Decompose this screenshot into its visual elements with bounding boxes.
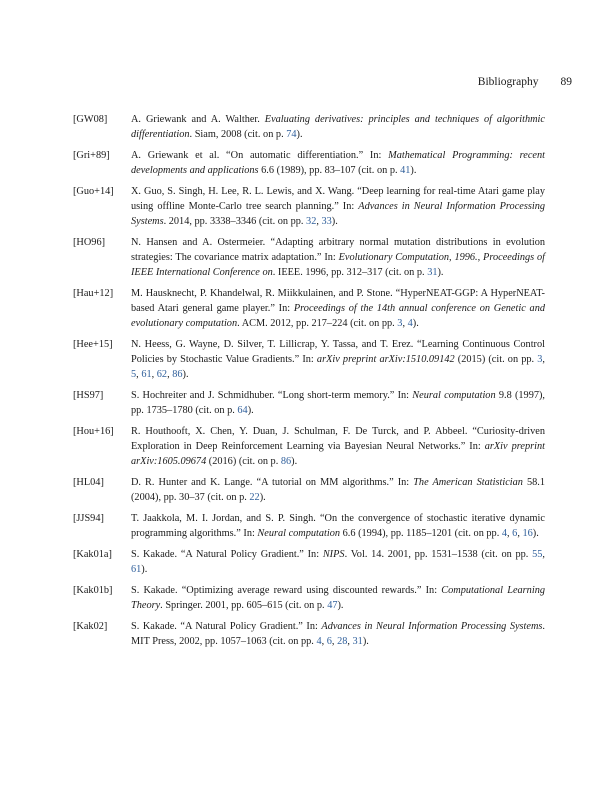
bib-text-segment: A. Griewank and A. Walther. [131, 114, 265, 125]
bib-text-segment: (2016) (cit. on p. [206, 456, 281, 467]
bib-key: [HS97] [73, 390, 104, 401]
bib-key: [Kak01b] [73, 585, 113, 596]
citation-page-link[interactable]: 33 [321, 216, 332, 227]
bib-text [131, 337, 545, 382]
bib-text-segment: N. Heess, G. Wayne, D. Silver, T. Lillicrap, Y. Tassa, and T. Erez. “Learning Continuous Control Policies by Stochastic Value Gradients.” In: [131, 339, 545, 365]
citation-page-link[interactable]: 6 [512, 528, 518, 539]
citation-page-link[interactable]: 32 [306, 216, 317, 227]
bib-text [131, 112, 545, 142]
citation-page-link[interactable]: 61 [131, 564, 142, 575]
bib-text-segment: , [517, 528, 523, 539]
citation-page-link[interactable]: 74 [286, 129, 297, 140]
bib-entry [73, 235, 545, 280]
publication-title: Proceedings of the 14th annual conference on Genetic and evolutionary computation [131, 303, 545, 329]
bib-text-segment: ). [437, 267, 444, 278]
bib-text-segment: M. Hausknecht, P. Khandelwal, R. Miikkulainen, and P. Stone. “HyperNEAT-GGP: A HyperNEAT-based Atari general game player.” In: [131, 288, 545, 314]
citation-page-link[interactable]: 5 [131, 369, 137, 380]
bib-text [131, 388, 545, 418]
bib-key: [Gri+89] [73, 150, 110, 161]
bib-text-segment: 6.6 (1989), pp. 83–107 (cit. on p. [258, 165, 401, 176]
bib-key: [Kak01a] [73, 549, 112, 560]
bib-text-segment: , [151, 369, 157, 380]
citation-page-link[interactable]: 64 [237, 405, 248, 416]
bib-text-segment: . IEEE. 1996, pp. 312–317 (cit. on p. [272, 267, 428, 278]
bib-text-segment: , [136, 369, 142, 380]
section-title: Bibliography [477, 76, 539, 88]
bib-text-segment: N. Hansen and A. Ostermeier. “Adapting arbitrary normal mutation distributions in evolution strategies: The covariance matrix adaptation.” In: [131, 237, 545, 263]
bib-text-segment: S. Hochreiter and J. Schmidhuber. “Long short-term memory.” In: [131, 390, 413, 401]
bib-text-segment: ). [410, 165, 417, 176]
bib-entry [73, 511, 545, 541]
bib-text [131, 286, 545, 331]
bib-text-segment: . ACM. 2012, pp. 217–224 (cit. on pp. [237, 318, 398, 329]
bib-text-segment: 58.1 (2004), pp. 30–37 (cit. on p. [131, 477, 546, 503]
citation-page-link[interactable]: 62 [156, 369, 168, 380]
bib-text-segment: 6.6 (1994), pp. 1185–1201 (cit. on pp. [340, 528, 502, 539]
citation-page-link[interactable]: 28 [337, 636, 348, 647]
page-number: 89 [560, 76, 572, 88]
publication-title: Evolutionary Computation, 1996., Proceedings of IEEE International Conference on [131, 252, 546, 278]
bib-text-segment: (2015) (cit. on pp. [454, 354, 538, 365]
bib-text-segment: , [321, 636, 327, 647]
bib-text-segment: D. R. Hunter and K. Lange. “A tutorial on MM algorithms.” In: [131, 477, 414, 488]
bibliography-list [73, 112, 545, 655]
bib-text-segment: S. Kakade. “A Natural Policy Gradient.” In: [131, 621, 322, 632]
bib-text [131, 511, 545, 541]
bib-text-segment: S. Kakade. “Optimizing average reward using discounted rewards.” In: [131, 585, 442, 596]
bib-text-segment: , [402, 318, 408, 329]
bib-text-segment: , [507, 528, 513, 539]
bib-key: [HL04] [73, 477, 104, 488]
bib-text [131, 235, 545, 280]
bib-text-segment: , [167, 369, 173, 380]
bib-text-segment: ). [141, 564, 148, 575]
bib-text-segment: , [347, 636, 353, 647]
bib-key: [Hee+15] [73, 339, 113, 350]
bib-text-segment: ). [259, 492, 266, 503]
publication-title: The American Statistician [413, 477, 523, 488]
bib-text [131, 424, 545, 469]
bib-text-segment: 9.8 (1997), pp. 1735–1780 (cit. on p. [131, 390, 545, 416]
citation-page-link[interactable]: 4 [407, 318, 413, 329]
bib-text-segment: ). [182, 369, 189, 380]
publication-title: Neural computation [257, 528, 341, 539]
citation-page-link[interactable]: 3 [537, 354, 543, 365]
bib-text-segment: . Springer. 2001, pp. 605–615 (cit. on p. [160, 600, 328, 611]
bib-text-segment: T. Jaakkola, M. I. Jordan, and S. P. Singh. “On the convergence of stochastic iterative dynamic programming algorithms.” In: [131, 513, 545, 539]
bib-text-segment: , [542, 549, 545, 560]
citation-page-link[interactable]: 47 [327, 600, 338, 611]
bib-text-segment: A. Griewank et al. “On automatic differentiation.” In: [131, 150, 389, 161]
bib-text [131, 619, 545, 649]
bib-text-segment: , [316, 216, 322, 227]
bib-text [131, 148, 545, 178]
bib-text-segment: ). [532, 528, 539, 539]
bib-text-segment: S. Kakade. “A Natural Policy Gradient.” In: [131, 549, 323, 560]
citation-page-link[interactable]: 22 [249, 492, 260, 503]
bib-key: [Guo+14] [73, 186, 114, 197]
citation-page-link[interactable]: 4 [501, 528, 508, 539]
bib-entry [73, 388, 545, 418]
bib-key: [Hou+16] [73, 426, 114, 437]
bib-entry [73, 286, 545, 331]
bib-text-segment: . Siam, 2008 (cit. on p. [189, 129, 287, 140]
bib-text-segment: ). [247, 405, 254, 416]
bib-entry [73, 337, 545, 382]
citation-page-link[interactable]: 31 [427, 267, 438, 278]
bib-key: [Hau+12] [73, 288, 114, 299]
citation-page-link[interactable]: 4 [316, 636, 322, 647]
bib-entry [73, 184, 545, 229]
citation-page-link[interactable]: 41 [400, 165, 411, 176]
bib-text-segment: ). [296, 129, 303, 140]
bib-entry [73, 112, 545, 142]
publication-title: NIPS [322, 549, 345, 560]
bib-text-segment: R. Houthooft, X. Chen, Y. Duan, J. Schulman, F. De Turck, and P. Abbeel. “Curiosity-driven Exploration in Deep Reinforcement Learning via Bayesian Neural Networks.” In: [131, 426, 545, 452]
bib-entry [73, 547, 545, 577]
bib-key: [JJS94] [73, 513, 104, 524]
publication-title: arXiv preprint arXiv:1605.09674 [131, 441, 545, 467]
bib-entry [73, 148, 545, 178]
bib-text [131, 184, 545, 229]
bib-text-segment: ). [362, 636, 369, 647]
publication-title: Mathematical Programming: recent developments and applications [131, 150, 545, 176]
bib-text-segment: X. Guo, S. Singh, H. Lee, R. L. Lewis, and X. Wang. “Deep learning for real-time Atari game play using offline Monte-Carlo tree search planning.” In: [131, 186, 545, 212]
citation-page-link[interactable]: 86 [172, 369, 183, 380]
citation-page-link[interactable]: 16 [522, 528, 533, 539]
publication-title: Evaluating derivatives: principles and techniques of algorithmic differentiation [131, 114, 545, 140]
publication-title: Computational Learning Theory [131, 585, 545, 611]
citation-page-link[interactable]: 55 [532, 549, 543, 560]
bib-text-segment: . Vol. 14. 2001, pp. 1531–1538 (cit. on pp. [344, 549, 533, 560]
publication-title: Advances in Neural Information Processing Systems [131, 201, 546, 227]
bib-entry [73, 475, 545, 505]
bib-text-segment: ). [331, 216, 338, 227]
publication-title: arXiv preprint arXiv:1510.09142 [316, 354, 455, 365]
citation-page-link[interactable]: 31 [352, 636, 363, 647]
bib-text-segment: , [331, 636, 338, 647]
bib-key: [GW08] [73, 114, 108, 125]
bib-entry [73, 619, 545, 649]
citation-page-link[interactable]: 6 [326, 636, 332, 647]
bib-text [131, 475, 545, 505]
bib-text-segment: . MIT Press, 2002, pp. 1057–1063 (cit. on pp. [131, 621, 545, 647]
publication-title: Advances in Neural Information Processing Systems [321, 621, 543, 632]
bib-text [131, 583, 545, 613]
bib-entry [73, 424, 545, 469]
bib-text-segment: ). [337, 600, 344, 611]
bib-text-segment: , [542, 354, 545, 365]
bib-text [131, 547, 545, 577]
citation-page-link[interactable]: 61 [141, 369, 152, 380]
bib-entry [73, 583, 545, 613]
bib-text-segment: . 2014, pp. 3338–3346 (cit. on pp. [163, 216, 307, 227]
running-header [478, 76, 572, 88]
citation-page-link[interactable]: 86 [280, 456, 292, 467]
bib-text-segment: ). [412, 318, 419, 329]
bib-key: [HO96] [73, 237, 106, 248]
bib-text-segment: ). [291, 456, 298, 467]
bib-key: [Kak02] [73, 621, 108, 632]
citation-page-link[interactable]: 3 [397, 318, 403, 329]
publication-title: Neural computation [412, 390, 496, 401]
